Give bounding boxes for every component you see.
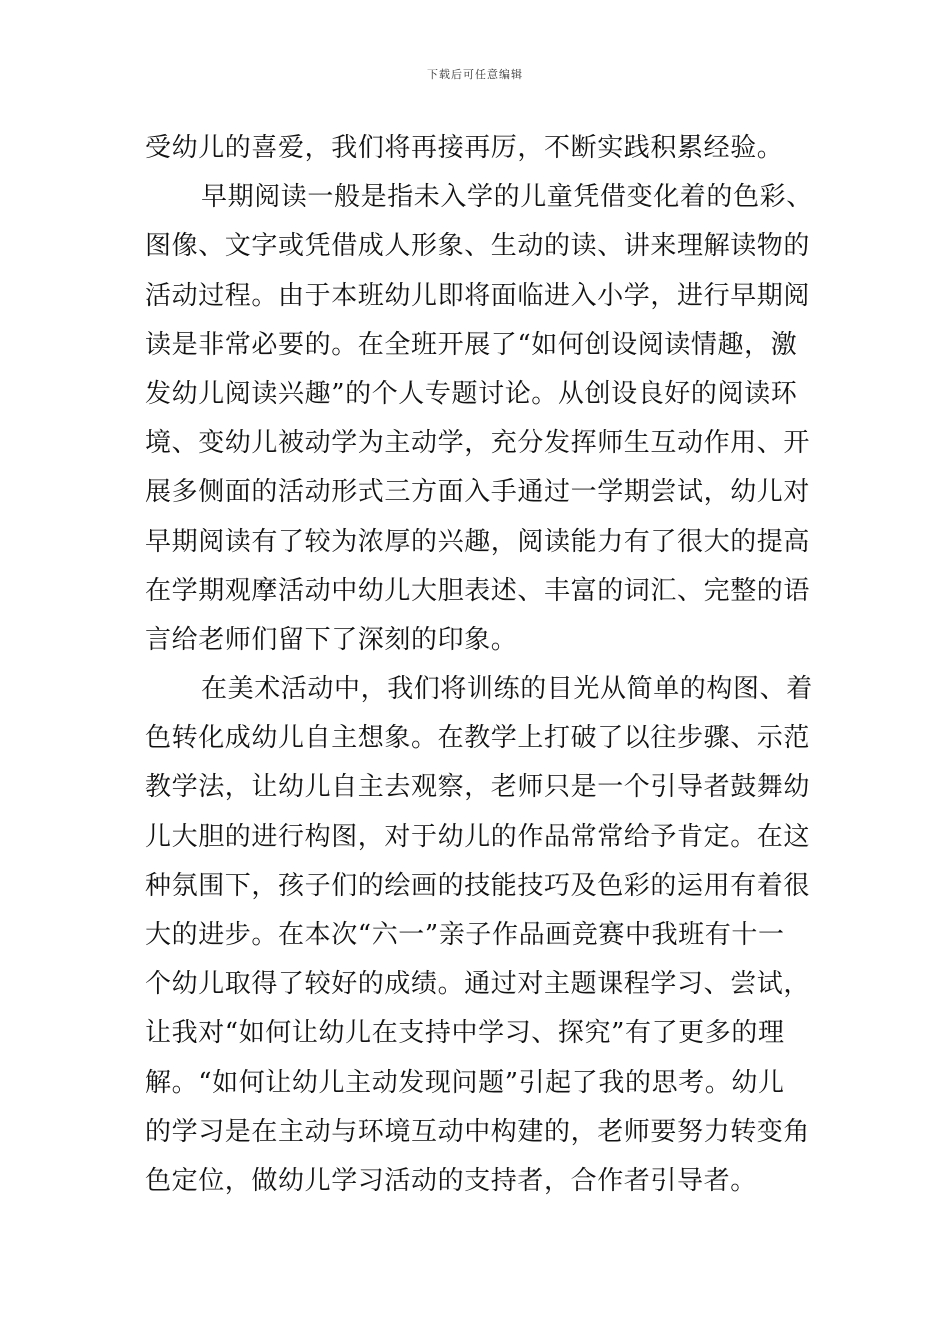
text-line: 的学习是在主动与环境互动中构建的，老师要努力转变角 [145,1116,811,1147]
text-line: 种氛围下，孩子们的绘画的技能技巧及色彩的运用有着很 [145,870,811,901]
text-line: 让我对“如何让幼儿在支持中学习、探究”有了更多的理 [145,1018,785,1049]
text-line: 色定位，做幼儿学习活动的支持者，合作者引导者。 [145,1165,757,1196]
text-line: 个幼儿取得了较好的成绩。通过对主题课程学习、尝试， [145,969,811,1000]
text-line: 色转化成幼儿自主想象。在教学上打破了以往步骤、示范 [145,723,811,754]
text-line: 儿大胆的进行构图，对于幼儿的作品常常给予肯定。在这 [145,821,811,852]
page-header: 下载后可任意编辑 [427,68,523,81]
text-line: 境、变幼儿被动学为主动学，充分发挥师生互动作用、开 [145,428,811,459]
paragraph [145,128,811,177]
text-line: 受幼儿的喜爱，我们将再接再厉，不断实践积累经验。 [145,133,784,163]
text-line: 早期阅读有了较为浓厚的兴趣，阅读能力有了很大的提高 [145,526,811,557]
paragraph [145,177,811,669]
text-line: 活动过程。由于本班幼儿即将面临进入小学，进行早期阅 [145,280,811,311]
text-line: 读是非常必要的。在全班开展了“如何创设阅读情趣，激 [145,329,798,360]
text-line: 发幼儿阅读兴趣”的个人专题讨论。从创设良好的阅读环 [145,378,798,409]
text-line: 图像、文字或凭借成人形象、生动的读、讲来理解读物的 [145,231,811,262]
paragraph [145,669,811,1210]
text-line: 早期阅读一般是指未入学的儿童凭借变化着的色彩、 [201,182,813,213]
text-line: 大的进步。在本次“六一”亲子作品画竞赛中我班有十一 [145,920,785,950]
text-line: 展多侧面的活动形式三方面入手通过一学期尝试，幼儿对 [145,477,811,508]
text-line: 教学法，让幼儿自主去观察，老师只是一个引导者鼓舞幼 [145,772,811,803]
text-line: 解。“如何让幼儿主动发现问题”引起了我的思考。幼儿 [145,1067,785,1098]
text-line: 在美术活动中，我们将训练的目光从简单的构图、着 [201,674,813,705]
text-line: 在学期观摩活动中幼儿大胆表述、丰富的词汇、完整的语 [145,575,811,606]
text-line: 言给老师们留下了深刻的印象。 [145,624,518,655]
document-body [145,128,811,1210]
